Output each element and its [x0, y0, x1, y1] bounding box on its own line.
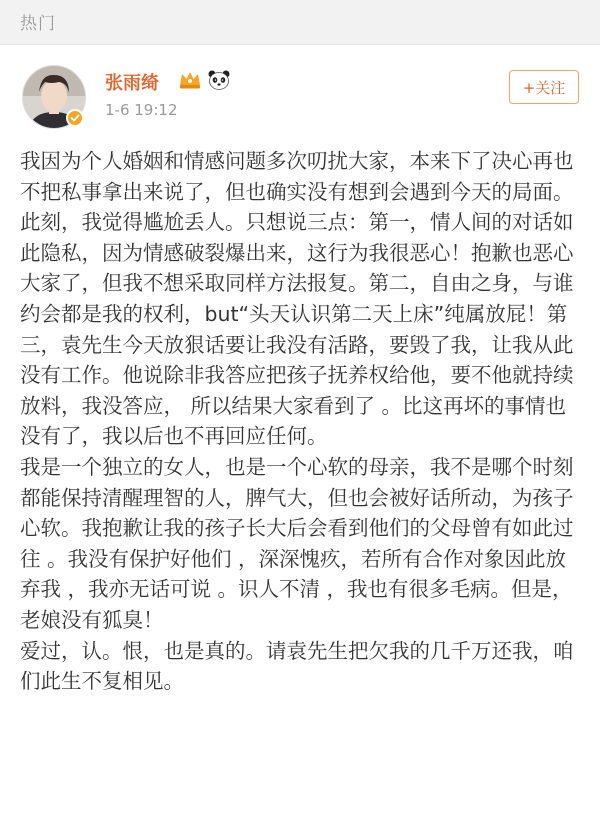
- vip-crown-icon: [178, 69, 202, 95]
- author-name[interactable]: 张雨绮: [105, 73, 159, 94]
- section-header: [0, 0, 600, 45]
- section-title: 热门: [20, 14, 56, 34]
- post-paragraph: 我因为个人婚姻和情感问题多次叨扰大家，本来下了决心再也不把私事拿出来说了，但也确实没有想到会遇到今天的局面。此刻，我觉得尴尬丢人。只想说三点：第一，情人间的对话如此隐私，因为情感破裂爆出来，这行为我很恶心！抱歉也恶心大家了，但我不想采取同样方法报复。第二，自由之身，与谁约会都是我的权利，but“头天认识第二天上床”纯属放屁！第三，袁先生今天放狠话要让我没有活路，要毁了我，让我从此没有工作。他说除非我答应把孩子抚养权给他，要不他就持续放料，我没答应， 所以结果大家看到了 。比这再坏的事情也没有了，我以后也不再回应任何。: [20, 149, 574, 449]
- name-badges: [178, 69, 231, 91]
- follow-label: +关注: [522, 78, 566, 97]
- post-paragraph: 爱过，认。恨，也是真的。请袁先生把欠我的几千万还我，咱们此生不复相见。: [20, 638, 574, 694]
- post-paragraph: 我是一个独立的女人，也是一个心软的母亲，我不是哪个时刻都能保持清醒理智的人，脾气大，但也会被好话所动，为孩子心软。我抱歉让我的孩子长大后会看到他们的父母曾有如此过往 。我没有保护好他们 ，深深愧疚，若所有合作对象因此放弃我 ，我亦无话可说 。识人不清 ，我也有很多毛病。但是，老娘没有狐臭！: [20, 454, 574, 632]
- post-header: [0, 45, 600, 137]
- verified-badge-icon: [66, 109, 84, 127]
- post-body: [20, 146, 585, 697]
- panda-icon: [207, 69, 231, 95]
- follow-button[interactable]: [509, 70, 579, 104]
- post-timestamp: 1-6 19:12: [105, 101, 178, 119]
